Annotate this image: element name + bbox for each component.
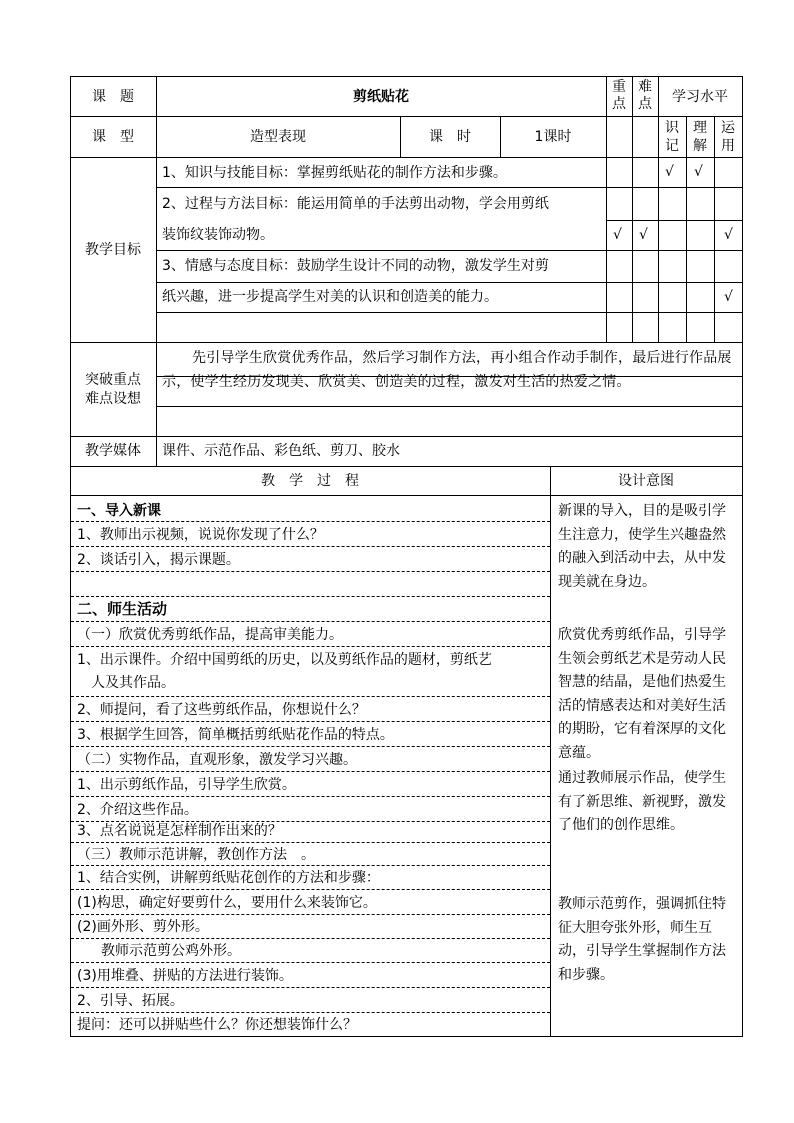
course-label: 课 题 — [92, 89, 134, 105]
table-border-left — [70, 76, 71, 1037]
section-heading: 一、导入新课 — [77, 503, 161, 519]
rule — [714, 116, 715, 342]
rule — [156, 406, 743, 407]
rule — [70, 342, 743, 343]
rule — [70, 76, 743, 77]
rule — [632, 76, 633, 342]
process-line: 1、出示剪纸作品，引导学生欣赏。 — [77, 777, 296, 793]
hours-value: 1课时 — [534, 129, 572, 145]
row-divider — [71, 914, 550, 915]
key-point-label: 重点 — [612, 79, 626, 112]
rule — [70, 436, 743, 437]
process-line: 教师示范剪公鸡外形。 — [87, 943, 241, 959]
process-line: (3)用堆叠、拼贴的方法进行装饰。 — [77, 968, 293, 984]
recall-label: 识记 — [665, 120, 679, 154]
row-divider — [71, 962, 550, 963]
row-divider — [71, 938, 550, 939]
process-line: 提问：还可以拼贴些什么？你还想装饰什么？ — [77, 1017, 357, 1033]
row-divider — [71, 1012, 550, 1013]
objectives-label: 教学目标 — [85, 242, 141, 258]
type-value: 造型表现 — [250, 129, 306, 145]
row-divider — [71, 646, 550, 647]
design-intent-text: 通过教师展示作品，使学生有了新思维、新视野，激发了他们的创作思维。 — [558, 770, 726, 833]
rule — [70, 157, 743, 158]
rule — [156, 282, 743, 283]
objective-line: 1、知识与技能目标：掌握剪纸贴花的制作方法和步骤。 — [162, 165, 507, 181]
process-line: 2、师提问，看了这些剪纸作品，你想说什么？ — [77, 702, 366, 718]
objective-line: 3、情感与态度目标：鼓励学生设计不同的动物，激发学生对剪 — [162, 258, 549, 274]
strategy-label-line2: 难点设想 — [85, 391, 141, 407]
course-title: 剪纸贴花 — [353, 89, 409, 105]
rule — [550, 466, 551, 1037]
check-mark: √ — [694, 164, 703, 180]
rule — [156, 312, 743, 313]
row-divider — [71, 889, 550, 890]
row-divider — [71, 746, 550, 747]
objective-line: 2、过程与方法目标：能运用简单的手法剪出动物，学会用剪纸 — [162, 196, 549, 212]
process-line: 2、介绍这些作品。 — [77, 802, 198, 818]
row-divider — [71, 821, 550, 822]
row-divider — [71, 987, 550, 988]
rule — [70, 116, 743, 117]
process-line: (2)画外形、剪外形。 — [77, 919, 209, 935]
row-divider — [71, 842, 550, 843]
table-border-bottom — [70, 1036, 743, 1037]
check-mark: √ — [724, 289, 733, 305]
check-mark: √ — [639, 227, 648, 243]
media-label: 教学媒体 — [85, 443, 141, 459]
process-line: （三）教师示范讲解，教创作方法 。 — [77, 847, 315, 863]
media-value: 课件、示范作品、彩色纸、剪刀、胶水 — [162, 443, 400, 459]
type-label: 课 型 — [92, 129, 134, 145]
row-divider — [71, 696, 550, 697]
process-line: 人及其作品。 — [91, 675, 175, 691]
rule — [686, 116, 687, 342]
row-divider — [71, 621, 550, 622]
check-mark: √ — [613, 227, 622, 243]
objective-line: 装饰纹装饰动物。 — [162, 227, 274, 243]
rule — [70, 495, 743, 496]
row-divider — [71, 596, 550, 597]
understand-label: 理解 — [693, 120, 707, 154]
process-line: (1)构思，确定好要剪什么，要用什么来装饰它。 — [77, 895, 377, 911]
process-line: 1、结合实例，讲解剪纸贴花创作的方法和步骤： — [77, 870, 380, 886]
row-divider — [71, 721, 550, 722]
hours-label: 课 时 — [429, 129, 471, 145]
process-line: 3、根据学生回答，简单概括剪纸贴花作品的特点。 — [77, 727, 394, 743]
process-header: 教 学 过 程 — [261, 473, 359, 489]
apply-label: 运用 — [721, 120, 735, 154]
check-mark: √ — [724, 227, 733, 243]
rule — [658, 76, 659, 342]
rule — [606, 220, 743, 221]
row-divider — [71, 571, 550, 572]
rule — [606, 76, 607, 342]
design-intent-header: 设计意图 — [618, 473, 674, 489]
design-intent-text: 新课的导入，目的是吸引学生注意力，使学生兴趣盎然的融入到活动中去，从中发现美就在身边。 — [558, 503, 726, 590]
learning-level-label: 学习水平 — [672, 89, 728, 105]
row-divider — [71, 521, 550, 522]
process-line: 2、谈话引入，揭示课题。 — [77, 552, 240, 568]
rule — [70, 466, 743, 467]
process-line: （二）实物作品，直观形象，激发学习兴趣。 — [77, 752, 357, 768]
strategy-text: 先引导学生欣赏优秀作品，然后学习制作方法，再小组合作动手制作，最后进行作品展示，使学生经历发现美、欣赏美、创造美的过程，激发对生活的热爱之情。 — [162, 350, 732, 390]
row-divider — [71, 771, 550, 772]
rule — [156, 187, 743, 188]
check-mark: √ — [665, 164, 674, 180]
rule — [156, 250, 743, 251]
difficult-point-label: 难点 — [638, 79, 652, 112]
objective-line: 纸兴趣，进一步提高学生对美的认识和创造美的能力。 — [162, 289, 498, 305]
process-line: 1、出示课件。介绍中国剪纸的历史，以及剪纸作品的题材，剪纸艺 — [77, 652, 492, 668]
process-line: 2、引导、拓展。 — [77, 993, 184, 1009]
strategy-label-line1: 突破重点 — [85, 372, 141, 388]
design-intent-text: 教师示范剪作，强调抓住特征大胆夸张外形，师生互动，引导学生掌握制作方法和步骤。 — [558, 896, 726, 983]
process-line: 1、教师出示视频，说说你发现了什么？ — [77, 527, 324, 543]
row-divider — [71, 796, 550, 797]
row-divider — [71, 546, 550, 547]
row-divider — [71, 865, 550, 866]
design-intent-text: 欣赏优秀剪纸作品，引导学生领会剪纸艺术是劳动人民智慧的结晶，是他们热爱生活的情感表达和对美好生活的期盼，它有着深厚的文化意蕴。 — [558, 627, 726, 761]
section-heading: 二、师生活动 — [77, 600, 168, 618]
process-line: 3、点名说说是怎样制作出来的？ — [77, 823, 282, 839]
process-line: （一）欣赏优秀剪纸作品，提高审美能力。 — [77, 627, 343, 643]
